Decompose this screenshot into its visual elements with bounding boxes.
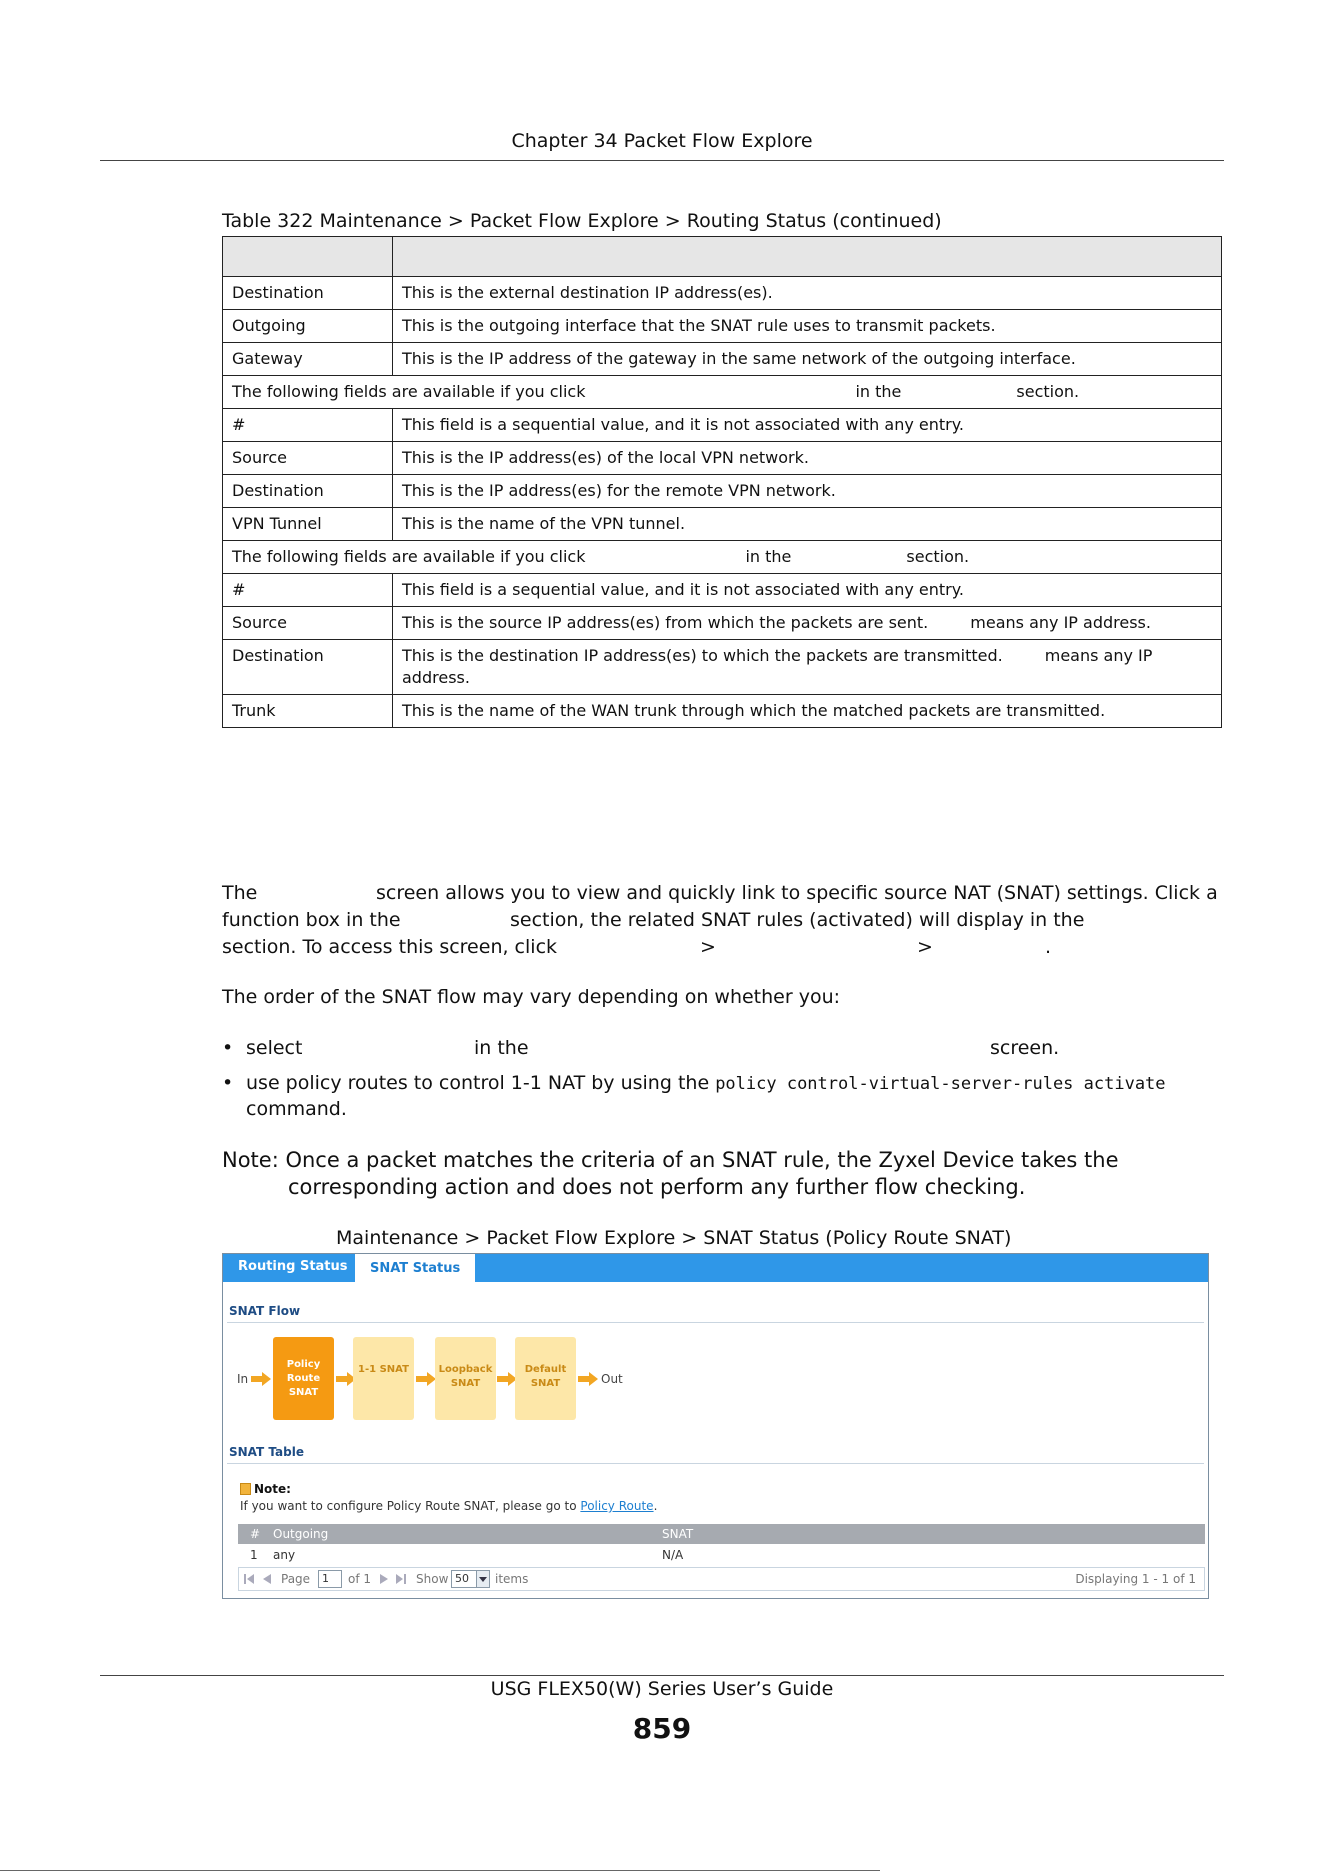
tab-snat-status[interactable]: SNAT Status — [355, 1254, 475, 1282]
page-size-select[interactable]: 50 — [451, 1570, 477, 1588]
table-row: Destination This is the external destination IP address(es). — [223, 277, 1222, 310]
flow-box-default-snat[interactable]: Default SNAT — [515, 1337, 576, 1420]
chapter-title: Chapter 34 Packet Flow Explore — [511, 130, 813, 152]
flow-order-text: The order of the SNAT flow may vary depending on whether you: — [222, 986, 841, 1008]
table-row: Source This is the source IP address(es) from which the packets are sent. means any IP address. — [223, 607, 1222, 640]
cli-command: policy control-virtual-server-rules activate — [715, 1074, 1166, 1094]
table-row: # This field is a sequential value, and it is not associated with any entry. — [223, 409, 1222, 442]
bullet-item: • select in the screen. — [222, 1037, 1060, 1059]
header-divider — [100, 160, 1224, 161]
intro-paragraph: The screen allows you to view and quickly link to specific source NAT (SNAT) settings. Click a function box in the section, the related SNAT rules (activated) will display in the section. To access this screen, click > > . — [222, 882, 1218, 958]
flow-box-loopback-snat[interactable]: Loopback SNAT — [435, 1337, 496, 1420]
note-block: Note: Once a packet matches the criteria of an SNAT rule, the Zyxel Device takes the corresponding action and does not perform any further flow checking. — [222, 1148, 1119, 1199]
arrow-right-icon — [416, 1372, 436, 1386]
table-span-row: The following fields are available if you click in the section. — [223, 541, 1222, 574]
flow-out-label: Out — [601, 1372, 623, 1386]
tab-routing-status[interactable]: Routing Status — [238, 1259, 348, 1274]
bottom-divider — [0, 1870, 880, 1871]
reference-table — [222, 236, 1222, 728]
table-row: Destination This is the destination IP address(es) to which the packets are transmitted. means any IP address. — [223, 640, 1222, 695]
table-row[interactable]: 1 any N/A — [250, 1548, 684, 1562]
last-page-icon[interactable] — [396, 1574, 406, 1584]
footer-divider — [100, 1675, 1224, 1676]
note-icon — [240, 1483, 251, 1495]
table-row: Trunk This is the name of the WAN trunk through which the matched packets are transmitted. — [223, 695, 1222, 728]
chevron-down-icon[interactable] — [476, 1570, 490, 1588]
first-page-icon[interactable] — [244, 1574, 254, 1584]
page-number-input[interactable]: 1 — [318, 1570, 342, 1588]
displaying-count: Displaying 1 - 1 of 1 — [1075, 1572, 1196, 1586]
flow-in-label: In — [237, 1372, 249, 1386]
tab-bar — [223, 1254, 1208, 1282]
figure-caption: Maintenance > Packet Flow Explore > SNAT Status (Policy Route SNAT) — [336, 1227, 1012, 1249]
policy-route-link[interactable]: Policy Route — [580, 1499, 654, 1513]
page-number: 859 — [632, 1712, 692, 1745]
table-row: VPN Tunnel This is the name of the VPN tunnel. — [223, 508, 1222, 541]
snat-note: Note: If you want to configure Policy Route SNAT, please go to Policy Route. — [240, 1482, 658, 1513]
table-row: # This field is a sequential value, and it is not associated with any entry. — [223, 574, 1222, 607]
next-page-icon[interactable] — [380, 1574, 388, 1584]
bullet-item: • use policy routes to control 1-1 NAT by using the policy control-virtual-server-rules activate command. — [222, 1072, 1166, 1120]
snat-table-header — [238, 1524, 1205, 1544]
column-header[interactable]: # — [250, 1527, 261, 1541]
table-header-row — [223, 237, 1222, 277]
flow-box-policy-route-snat[interactable]: Policy Route SNAT — [273, 1337, 334, 1420]
arrow-right-icon — [251, 1372, 271, 1386]
flow-box-1-1-snat[interactable]: 1-1 SNAT — [353, 1337, 414, 1420]
table-row: Destination This is the IP address(es) for the remote VPN network. — [223, 475, 1222, 508]
table-caption: Table 322 Maintenance > Packet Flow Explore > Routing Status (continued) — [222, 210, 942, 232]
section-divider — [227, 1322, 1204, 1323]
pagination-bar: Page 1 of 1 Show 50 items Displaying 1 - 1 of 1 — [238, 1567, 1205, 1591]
table-row: Gateway This is the IP address of the gateway in the same network of the outgoing interface. — [223, 343, 1222, 376]
arrow-right-icon — [578, 1372, 598, 1386]
table-row: Outgoing This is the outgoing interface that the SNAT rule uses to transmit packets. — [223, 310, 1222, 343]
prev-page-icon[interactable] — [263, 1574, 271, 1584]
snat-table-title: SNAT Table — [229, 1445, 304, 1459]
snat-flow-title: SNAT Flow — [229, 1304, 301, 1318]
column-header[interactable]: SNAT — [662, 1527, 694, 1541]
arrow-right-icon — [497, 1372, 517, 1386]
table-span-row: The following fields are available if you click in the section. — [223, 376, 1222, 409]
section-divider — [227, 1463, 1204, 1464]
snat-status-screenshot — [222, 1253, 1209, 1599]
table-row: Source This is the IP address(es) of the local VPN network. — [223, 442, 1222, 475]
column-header[interactable]: Outgoing — [273, 1527, 329, 1541]
guide-title: USG FLEX50(W) Series User’s Guide — [490, 1678, 834, 1700]
